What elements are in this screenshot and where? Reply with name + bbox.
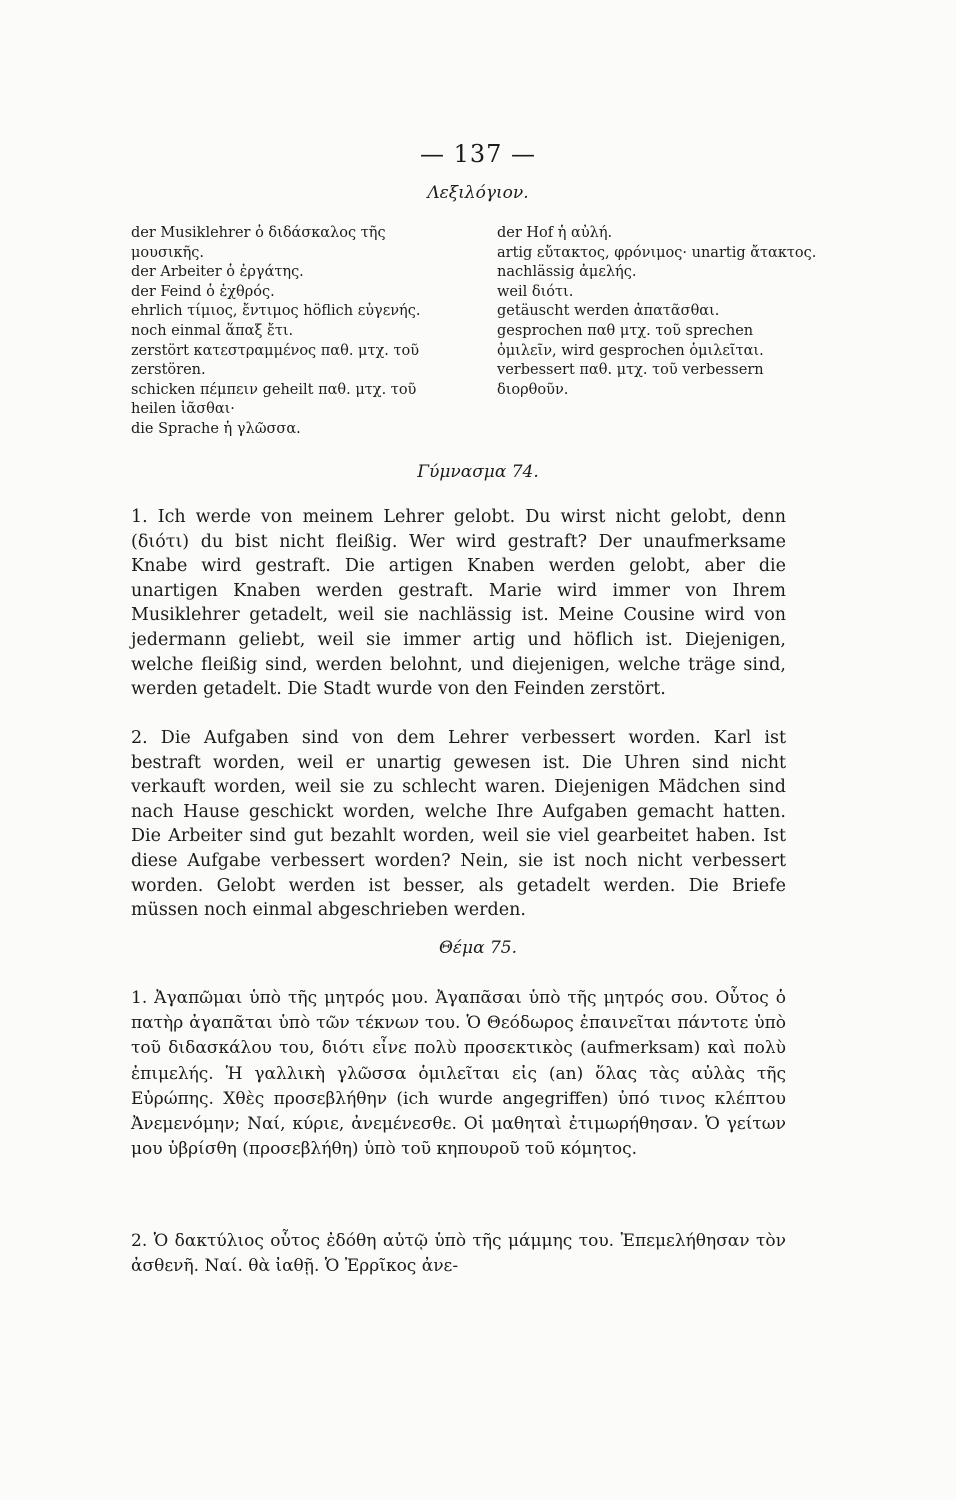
- vocab-entry: der Arbeiter ὁ ἐργάτης.: [131, 264, 304, 281]
- vocabulary-left-column: [131, 224, 446, 440]
- vocab-entry: ehrlich τίμιος, ἔντιμος höflich εὐγενής.: [131, 303, 421, 320]
- vocabulary-right-column: [497, 224, 817, 400]
- exercise-74-title: Γύμνασμα 74.: [417, 462, 539, 482]
- vocab-entry: verbessert παθ. μτχ. τοῦ verbessern διορθοῦν.: [497, 362, 764, 398]
- vocab-entry: nachlässig ἀμελής.: [497, 264, 637, 281]
- vocab-entry: der Musiklehrer ὁ διδάσκαλος τῆς μουσικῆς.: [131, 225, 386, 261]
- vocabulary-heading: Λεξιλόγιον.: [427, 183, 529, 203]
- theme-75-paragraph-2: 2. Ὁ δακτύλιος οὗτος ἐδόθη αὐτῷ ὑπὸ τῆς μάμμης του. Ἐπεμελήθησαν τὸν ἀσθενῆ. Ναί. θὰ ἰαθῇ. Ὁ Ἐρρῖκος ἀνε-: [131, 1231, 786, 1277]
- vocab-entry: der Hof ἡ αὐλή.: [497, 225, 613, 241]
- theme-75-title: Θέμα 75.: [438, 938, 518, 958]
- page-number: — 137 —: [419, 140, 537, 168]
- vocab-entry: die Sprache ἡ γλῶσσα.: [131, 420, 301, 437]
- exercise-74-paragraph-1: 1. Ich werde von meinem Lehrer gelobt. Du wirst nicht gelobt, denn (διότι) du bist nicht fleißig. Wer wird gestraft? Der unaufmerksame Knabe wird gestraft. Die artigen Knaben werden gelobt, aber die unartigen Knaben werden gestraft. Marie wird immer von Ihrem Musiklehrer getadelt, weil sie nachlässig ist. Meine Cousine wird von jedermann geliebt, weil sie immer artig und höflich ist. Diejenigen, welche fleißig sind, werden belohnt, und diejenigen, welche träge sind, werden getadelt. Die Stadt wurde von den Feinden zerstört.: [131, 507, 786, 700]
- theme-75-paragraph-1: 1. Ἀγαπῶμαι ὑπὸ τῆς μητρός μου. Ἀγαπᾶσαι ὑπὸ τῆς μητρός σου. Οὗτος ὁ πατὴρ ἀγαπᾶται ὑπὸ τῶν τέκνων του. Ὁ Θεόδωρος ἐπαινεῖται πάντοτε ὑπὸ τοῦ διδασκάλου του, διότι εἶνε πολὺ προσεκτικὸς (aufmerksam) καὶ πολὺ ἐπιμελής. Ἡ γαλλικὴ γλῶσσα ὁμιλεῖται εἰς (an) ὅλας τὰς αὐλὰς τῆς Εὐρώπης. Χθὲς προσεβλήθην (ich wurde angegriffen) ὑπό τινος κλέπτου Ἀνεμενόμην; Ναί, κύριε, ἀνεμένεσθε. Οἱ μαθηταὶ ἐτιμωρήθησαν. Ὁ γείτων μου ὑβρίσθη (προσεβλήθη) ὑπὸ τοῦ κηπουροῦ τοῦ κόμητος.: [131, 988, 786, 1160]
- vocab-entry: weil διότι.: [497, 283, 574, 300]
- vocab-entry: schicken πέμπειν geheilt παθ. μτχ. τοῦ heilen ἰᾶσθαι·: [131, 381, 417, 418]
- vocab-entry: gesprochen παθ μτχ. τοῦ sprechen ὁμιλεῖν, wird gesprochen ὁμιλεῖται.: [497, 322, 764, 359]
- vocab-entry: der Feind ὁ ἐχθρός.: [131, 283, 275, 300]
- vocab-entry: zerstört κατεστραμμένος παθ. μτχ. τοῦ zerstören.: [131, 342, 420, 379]
- vocab-entry: artig εὔτακτος, φρόνιμος· unartig ἄτακτος.: [497, 244, 817, 261]
- vocab-entry: noch einmal ἅπαξ ἔτι.: [131, 322, 294, 339]
- vocab-entry: getäuscht werden ἀπατᾶσθαι.: [497, 303, 720, 320]
- exercise-74-paragraph-2: 2. Die Aufgaben sind von dem Lehrer verbessert worden. Karl ist bestraft worden, weil er unartig gewesen ist. Die Uhren sind nicht verkauft worden, weil sie zu schlecht waren. Diejenigen Mädchen sind nach Hause geschickt worden, welche Ihre Aufgaben gemacht hatten. Die Arbeiter sind gut bezahlt worden, weil sie viel gearbeitet haben. Ist diese Aufgabe verbessert worden? Nein, sie ist noch nicht verbessert worden. Gelobt werden ist besser, als getadelt werden. Die Briefe müssen noch einmal abgeschrieben werden.: [131, 728, 786, 921]
